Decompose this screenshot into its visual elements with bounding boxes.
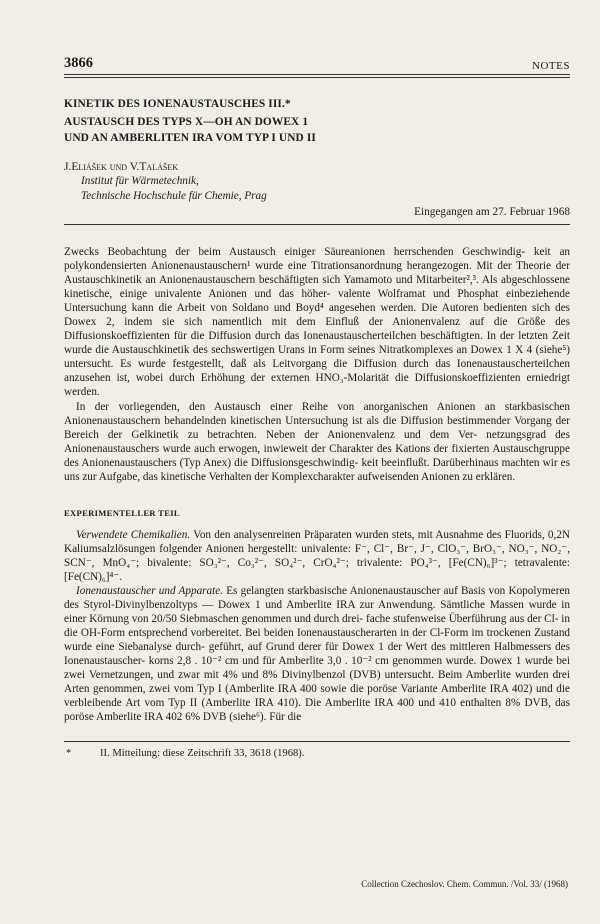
- title-line-3: UND AN AMBERLITEN IRA VOM TYP I UND II: [64, 132, 316, 144]
- received-date: Eingegangen am 27. Februar 1968: [414, 206, 570, 218]
- title-line-1: KINETIK DES IONENAUSTAUSCHES III.*: [64, 98, 291, 110]
- institute: [81, 174, 570, 203]
- section-heading: EXPERIMENTELLER TEIL: [64, 507, 180, 518]
- paragraph-apparatus: Ionenaustauscher und Apparate. Es gelangten starkbasische Anionenaustauscher auf Basis von Kopolymeren des Styrol-Divinylbenzoltyps — Dowex 1 und Amberlite IRA zur Anwendung. Sämtliche Massen wurde in einer Körnung von 20/50 Siebmaschen genommen und durch drei- fache stufenweise Überführung aus der Cl- in die OH-Form entsprechend vorbereitet. Bei beiden Ionenaustauscherarten in der Cl-Form im trockenen Zustand wurde eine Siebanalyse durch- geführt, auf Grund derer für Dowex 1 der Wert des mittleren Halbmessers des Ionenaustauscher- korns 2,8 . 10⁻² cm und für Amberlite 3,0 . 10⁻² cm genommen wurde. Dowex 1 wurde bei zwei Vernetzungen, und zwar mit 4% und 8% Divinylbenzol (DVB) untersucht. Beim Amberlite wurden drei Arten genommen, zwei vom Typ I (Amberlite IRA 400 sowie die poröse Variante Amberlite IRA 402) und die verbleibende Art vom Typ II (Amberlite IRA 410). Die Amberlite IRA 400 und 410 enthalten 8% DVB, das poröse Amberlite IRA 402 6% DVB (siehe⁶). Für die: [64, 585, 571, 724]
- header-rule: [64, 74, 570, 75]
- footnote: [64, 748, 570, 759]
- title-rule: [64, 224, 570, 225]
- body-text: [64, 245, 570, 725]
- section-label: NOTES: [532, 60, 570, 72]
- header-rule-thick: [64, 77, 570, 78]
- institute-line-2: Technische Hochschule für Chemie, Prag: [81, 189, 267, 202]
- article-title: [64, 96, 570, 146]
- running-header: [64, 50, 570, 72]
- page-number: 3866: [64, 55, 93, 71]
- footnote-mark: *: [66, 747, 72, 759]
- paragraph-2: In der vorliegenden, den Austausch einer Reihe von anorganischen Anionen an starkbasischen Anionenaustauschern behandelnden kinetischen Untersuchung ist als die Diffusion bestimmender Vorgang der Bereich der Gelkinetik zu betrachten. Neben der Anionenvalenz und dem Ver- netzungsgrad des Anionenaustauschers wurde auch erwogen, inwieweit der Charakter des Kations der fixierten Austauschgruppe des Anionenaustauschers (Typ Anex) die Diffusionsgeschwindig- keit beeinflußt. Darüberhinaus machten wir es uns zur Aufgabe, das kinetische Verhalten der Komplexcharakter aufweisenden Anionen zu erklären.: [64, 400, 571, 483]
- paragraph-1: Zwecks Beobachtung der beim Austausch einiger Säureanionen herrschenden Geschwindig- keit an polykondensierten Anionenaustauschern¹ wurde eine Titrationsanordnung herangezogen. Mit der Theorie der Austauschkinetik an Anionenaustauschern beschäftigten sich Yamamoto und Mitarbeiter²,³. Als abgeschlossene kinetische, einige univalente Anionen und das höher- valente Wolframat und Phosphat einbeziehende Untersuchung kann die Arbeit von Soldano und Boyd⁴ angesehen werden. Die Autoren bedienten sich des Dowex 2, indem sie sich namentlich mit dem Einfluß der Anionenvalenz auf die Größe des Diffusionskoeffizienten für die Diffusion durch das Ionenaustauscherteilchen beschäftigten. In der letzten Zeit wurde die Austauschkinetik des sechswertigen Urans in Form seines Nitratkomplexes an Dowex 1 X 4 (siehe⁵) untersucht. Es wurde festgestellt, daß als Leitvorgang die Diffusion durch das Ionenaustauscherteilchen anzusehen ist, wobei durch Erhöhung der externen HNO₃-Molarität die Diffusionskoeffizienten erniedrigt werden.: [64, 246, 571, 399]
- title-line-2: AUSTAUSCH DES TYPS X—OH AN DOWEX 1: [64, 116, 309, 128]
- authors: J.Eliášek und V.Talášek: [64, 161, 178, 173]
- institute-line-1: Institut für Wärmetechnik,: [81, 175, 199, 187]
- footnote-rule: [64, 741, 570, 742]
- page: [64, 50, 570, 759]
- paragraph-chemicals: Verwendete Chemikalien. Von den analysenreinen Präparaten wurden stets, mit Ausnahme des Fluorids, 0,2N Kaliumsalzlösungen folgender Anionen hergestellt: univalente: F⁻, Cl⁻, Br⁻, J⁻, ClO₃⁻, BrO₃⁻, NO₃⁻, NO₂⁻, SCN⁻, MnO₄⁻; bivalente: SO₃²⁻, Co₃²⁻, SO₄²⁻, CrO₄²⁻; trivalente: PO₄³⁻, [Fe(CN)₆]³⁻; tetravalente: [Fe(CN)₆]⁴⁻.: [64, 528, 571, 583]
- footnote-text: II. Mitteilung: diese Zeitschrift 33, 3618 (1968).: [100, 747, 305, 759]
- journal-citation: Collection Czechoslov. Chem. Commun. /Vol. 33/ (1968): [361, 879, 568, 889]
